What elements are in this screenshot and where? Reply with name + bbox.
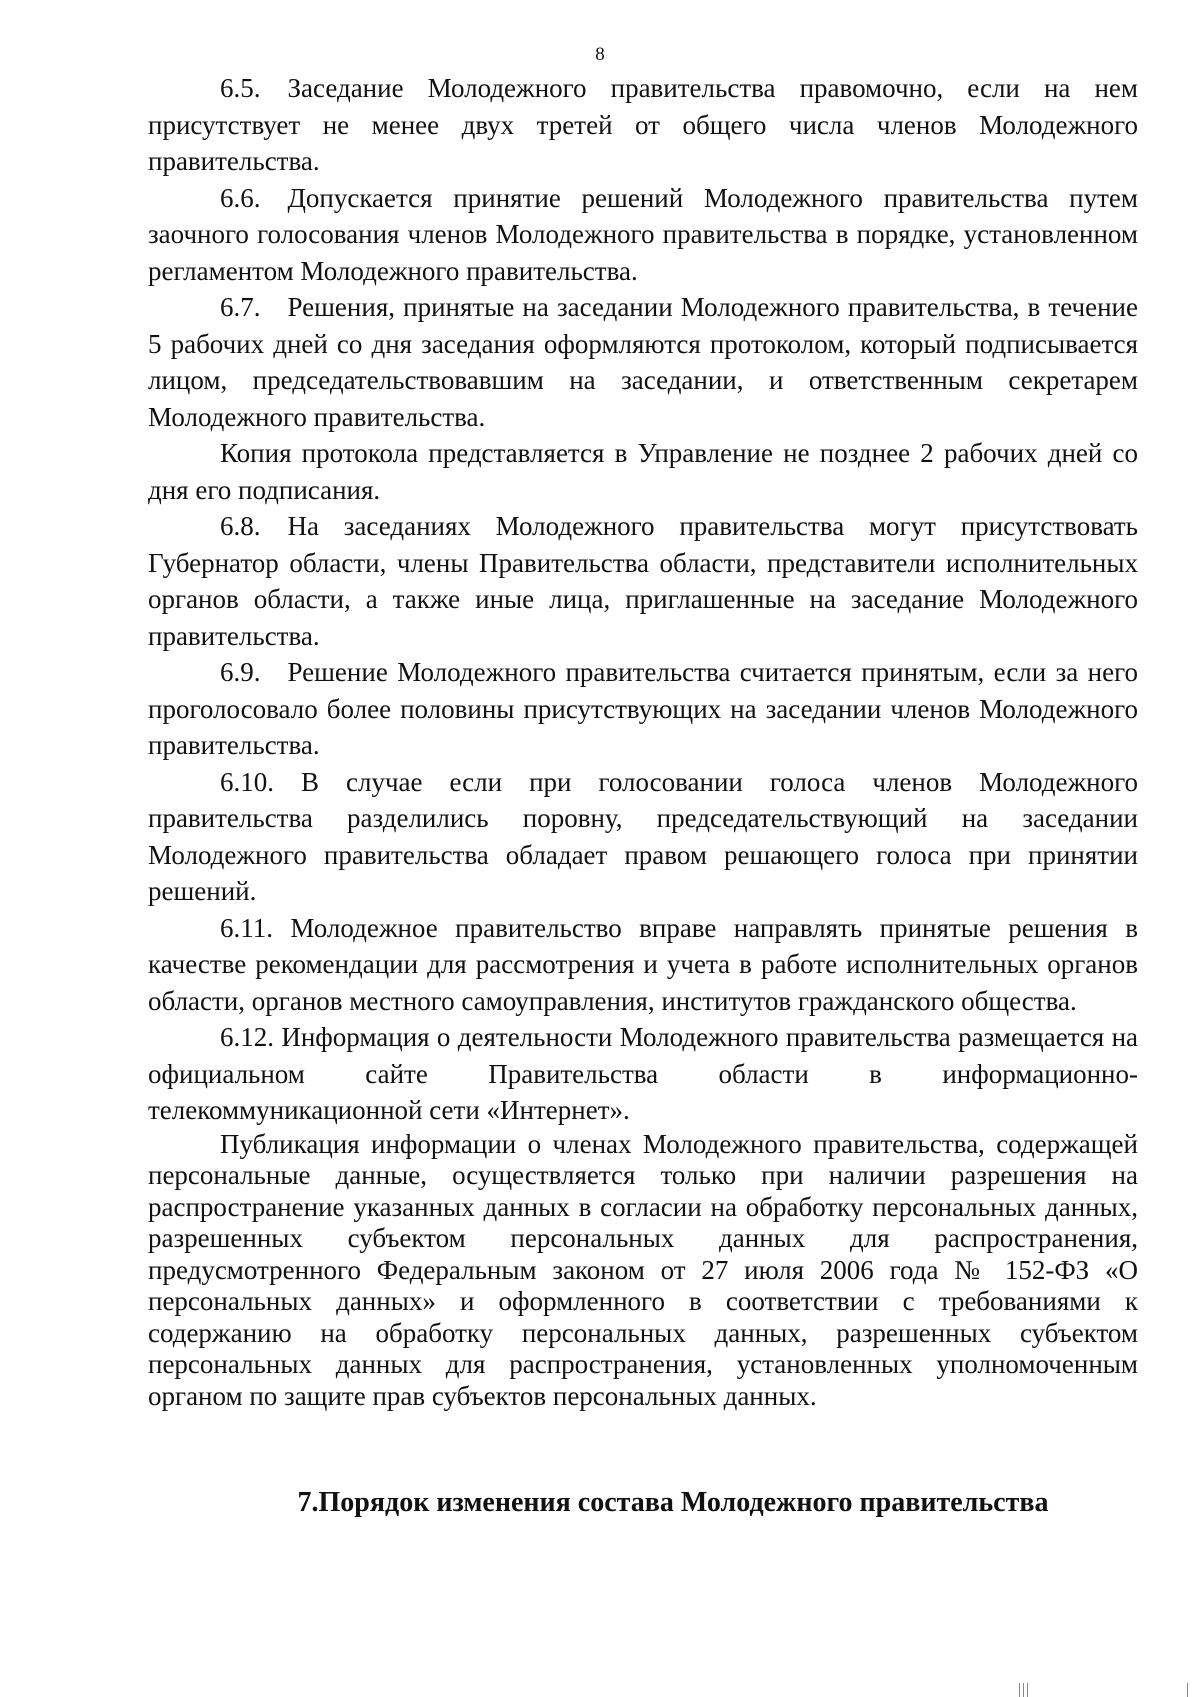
- paragraph-6-6: 6.6. Допускается принятие решений Молодежного правительства путем заочного голосования членов Молодежного правительства в порядке, установленном регламентом Молодежного правительства.: [148, 182, 1138, 286]
- paragraph-6-9: 6.9. Решение Молодежного правительства считается принятым, если за него проголосовало более половины присутствующих на заседании членов Молодежного правительства.: [148, 657, 1138, 760]
- scan-mark: [1187, 1683, 1188, 1697]
- paragraph-6-10: 6.10. В случае если при голосовании голоса членов Молодежного правительства разделились поровну, председательствующий на заседании Молодежного правительства обладает правом решающего голоса при принятии решений.: [148, 766, 1138, 906]
- paragraph-protocol-copy: Копия протокола представляется в Управление не позднее 2 рабочих дней со дня его подписания.: [148, 438, 1138, 505]
- section-heading: 7.Порядок изменения состава Молодежного правительства: [297, 1487, 1049, 1518]
- document-body: [148, 70, 1138, 1412]
- scan-mark: [1019, 1683, 1020, 1697]
- scan-marks: [1000, 1657, 1200, 1697]
- paragraph-publication: Публикация информации о членах Молодежного правительства, содержащей персональные данные, осуществляется только при наличии разрешения на распространение указанных данных в согласии на обработку персональных данных, разрешенных субъектом персональных данных для распространения, предусмотренного Федеральным законом от 27 июля 2006 года № 152-ФЗ «О персональных данных» и оформленного в соответствии с требованиями к содержанию на обработку персональных данных, разрешенных субъектом персональных данных для распространения, установленных уполномоченным органом по защите прав субъектов персональных данных.: [148, 1128, 1138, 1411]
- paragraph-6-7: 6.7. Решения, принятые на заседании Молодежного правительства, в течение 5 рабочих дней со дня заседания оформляются протоколом, который подписывается лицом, председательствовавшим на заседании, и ответственным секретарем Молодежного правительства.: [148, 292, 1138, 432]
- scan-mark: [1023, 1683, 1024, 1697]
- paragraph-6-11: 6.11. Молодежное правительство вправе направлять принятые решения в качестве рекомендации для рассмотрения и учета в работе исполнительных органов области, органов местного самоуправления, институтов гражданского общества.: [148, 912, 1138, 1016]
- paragraph-6-5: 6.5. Заседание Молодежного правительства правомочно, если на нем присутствует не менее двух третей от общего числа членов Молодежного правительства.: [148, 73, 1138, 176]
- page-number: 8: [595, 44, 605, 65]
- scan-mark: [1027, 1683, 1028, 1697]
- paragraph-6-8: 6.8. На заседаниях Молодежного правительства могут присутствовать Губернатор области, члены Правительства области, представители исполнительных органов области, а также иные лица, приглашенные на заседание Молодежного правительства.: [148, 511, 1138, 651]
- paragraph-6-12: 6.12. Информация о деятельности Молодежного правительства размещается на официальном сайте Правительства области в информационно-телекоммуникационной сети «Интернет».: [148, 1022, 1138, 1125]
